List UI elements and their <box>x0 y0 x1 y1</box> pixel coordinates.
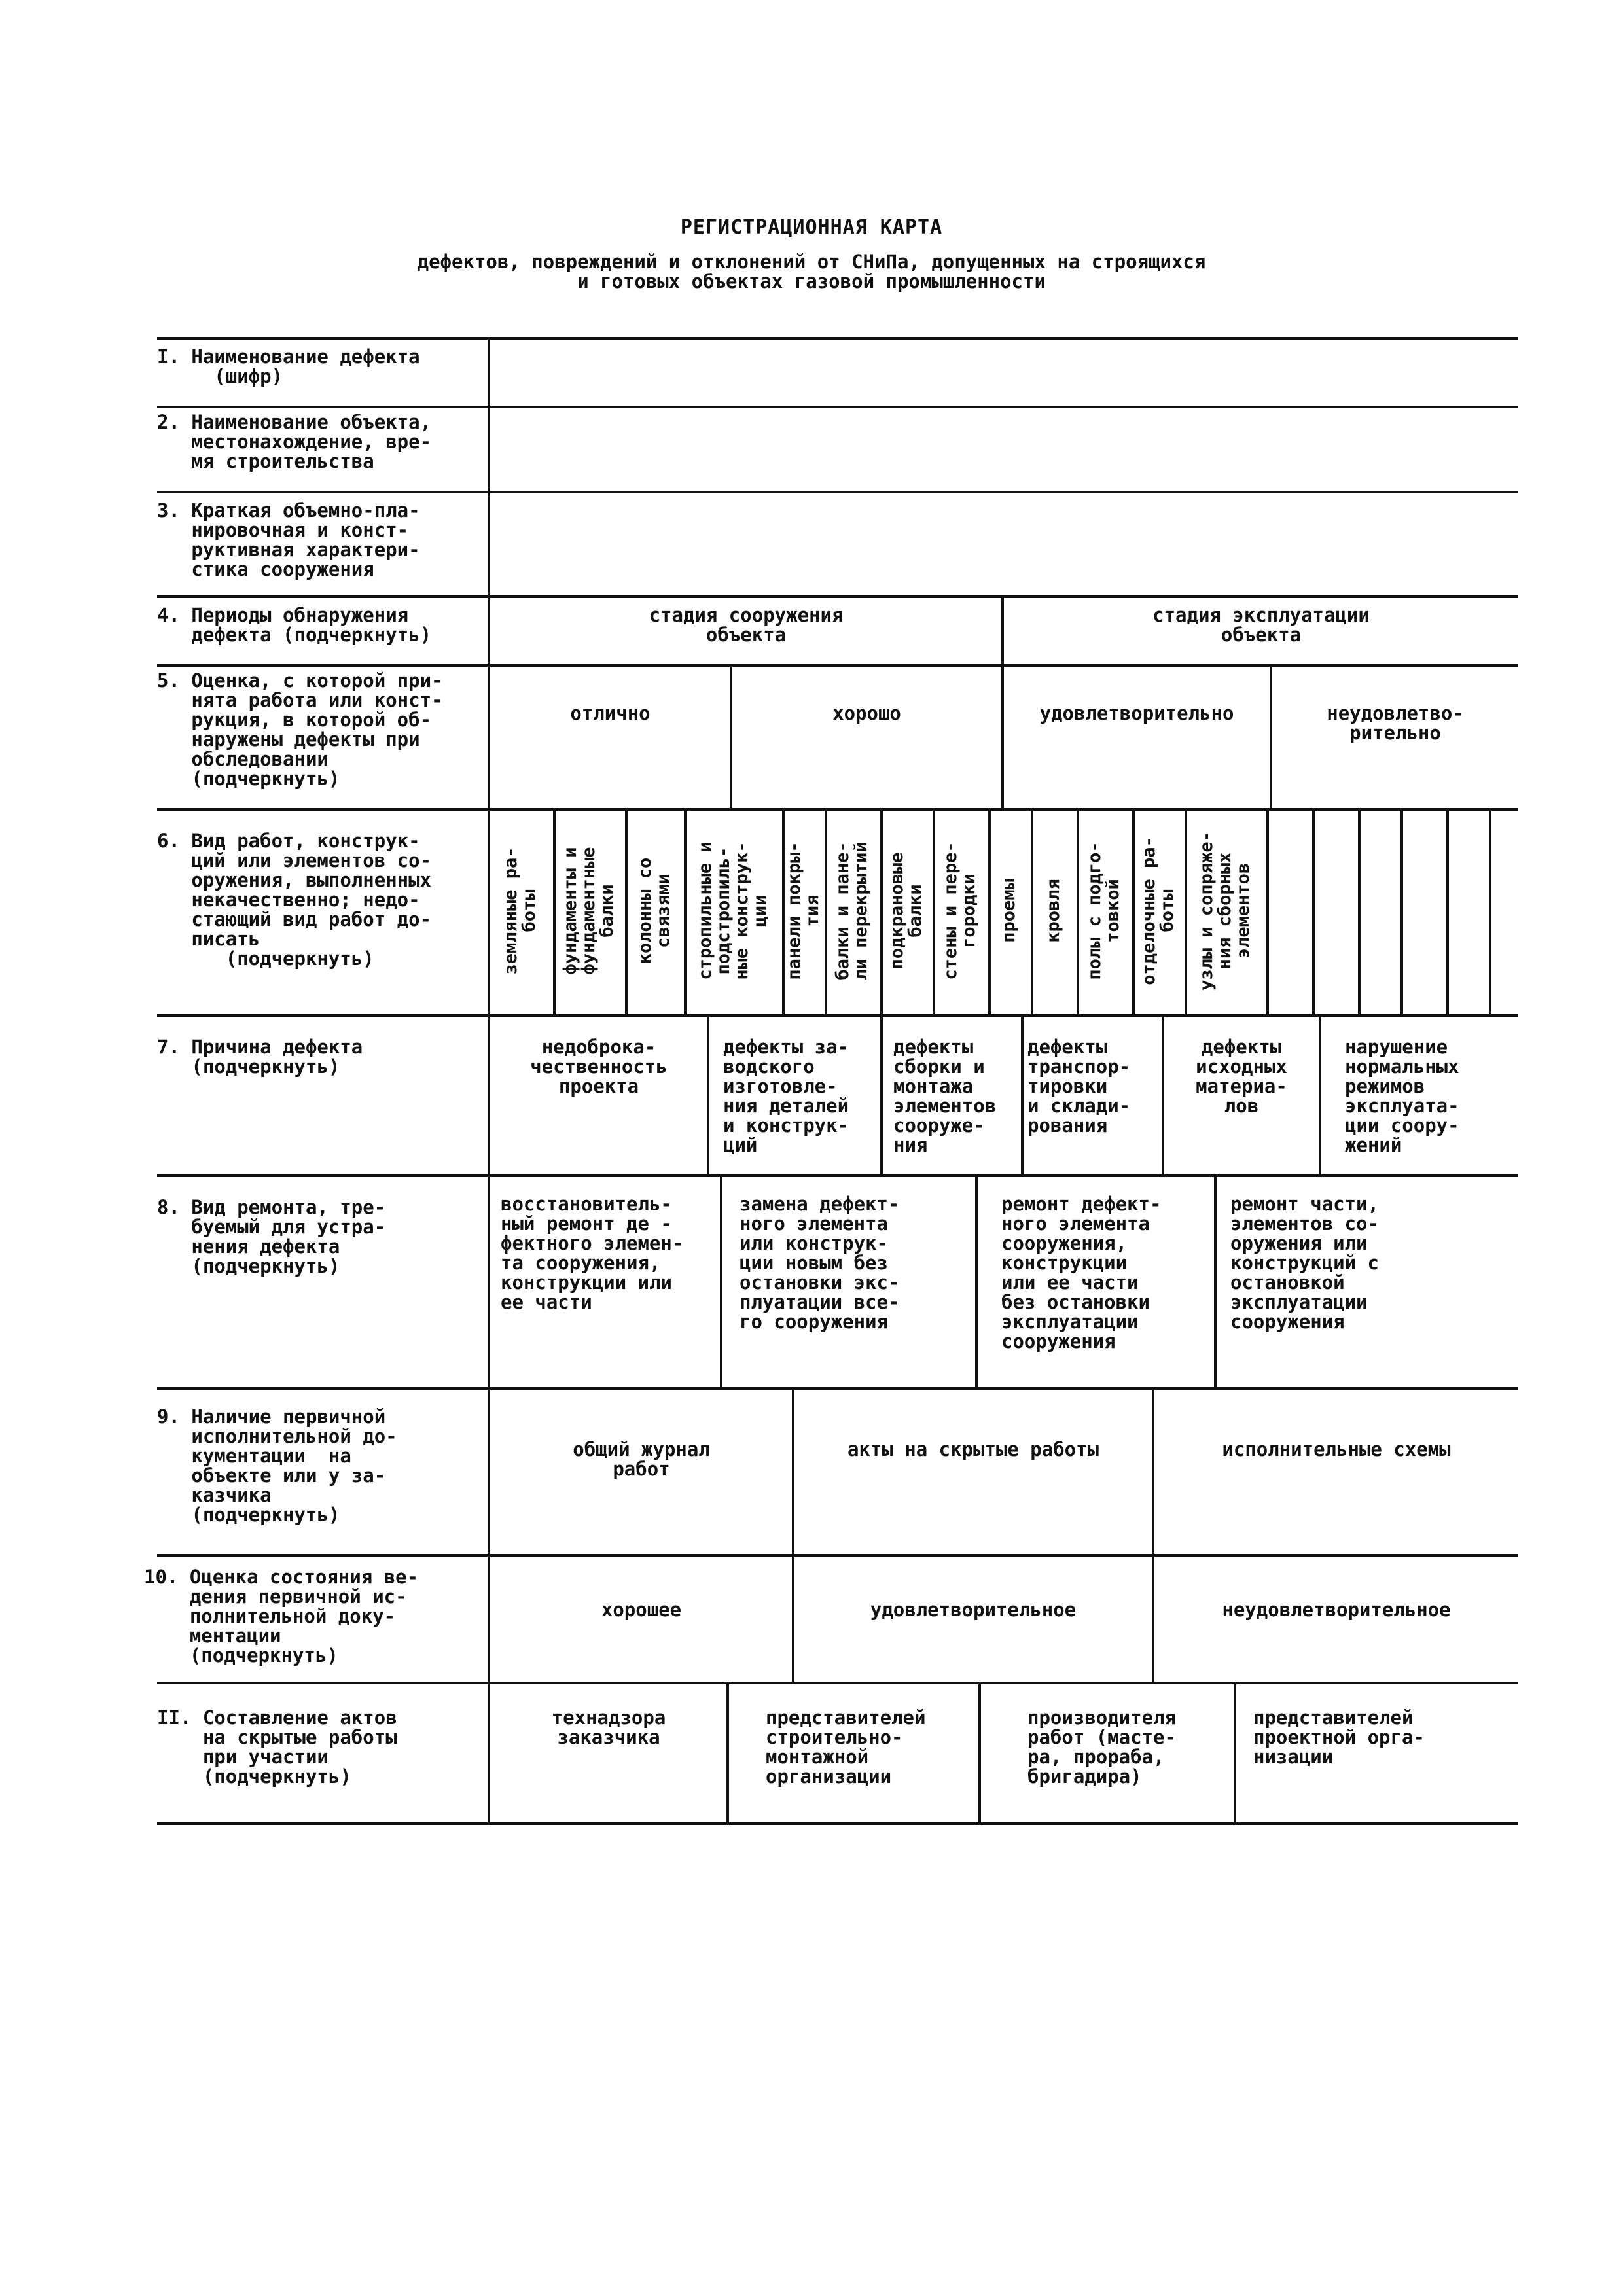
option-separator <box>1152 1387 1154 1554</box>
option-separator <box>975 1174 978 1387</box>
work-type-joints <box>1196 800 1253 1022</box>
option-rating-unsatisfactory: неудовлетво- рительно <box>1327 702 1464 744</box>
row-divider <box>157 406 1518 408</box>
row-label-11: II. Составление актов на скрытые работы при участии (подчеркнуть) <box>157 1706 397 1788</box>
option-cause-factory: дефекты за- водского изготовле- ния деталей и конструк- ций <box>723 1036 849 1156</box>
option-separator <box>1234 1682 1236 1825</box>
option-cause-materials: дефекты исходных материа- лов <box>1196 1036 1287 1117</box>
option-acts-contractor: представителей строительно- монтажной организации <box>766 1706 926 1788</box>
work-type-label: колонны со связями <box>635 857 673 964</box>
work-type-label: проемы <box>999 879 1019 943</box>
work-type-trusses <box>695 800 770 1022</box>
option-separator <box>1400 808 1403 1014</box>
option-repair-with-stop: ремонт части, элементов со- оружения или конструкций с остановкой эксплуатации сооружения <box>1230 1193 1379 1333</box>
option-repair-restoration: восстановитель- ный ремонт де - фектного элемен- та сооружения, конструкции или ее части <box>501 1193 684 1313</box>
row-label-10: 10. Оценка состояния ве- дения первичной ис- полнительной доку- ментации (подчеркнуть) <box>144 1566 419 1667</box>
option-cause-design: недоброка- чественность проекта <box>530 1036 668 1097</box>
work-type-columns <box>628 800 681 1022</box>
document-subtitle-line2: и готовых объектах газовой промышленности <box>577 270 1046 292</box>
row-label-5: 5. Оценка, с которой при- нята работа или конст- рукция, в которой об- наружены дефекты при обследовании (подчеркнуть) <box>157 669 443 790</box>
option-acts-customer: технадзора заказчика <box>551 1706 666 1748</box>
row-label-8: 8. Вид ремонта, тре- буемый для устра- нения дефекта (подчеркнуть) <box>157 1196 386 1277</box>
option-cause-transport: дефекты транспор- тировки и склади- рования <box>1027 1036 1131 1137</box>
work-type-label: отделочные ра- боты <box>1139 836 1177 985</box>
work-type-label: стены и пере- городки <box>940 841 979 980</box>
work-type-label: земляные ра- боты <box>501 847 539 975</box>
option-separator <box>726 1682 729 1825</box>
option-docs-hidden-works: акты на скрытые работы <box>847 1438 1099 1460</box>
option-stage-operation: стадия эксплуатации объекта <box>1152 604 1370 646</box>
document-title: РЕГИСТРАЦИОННАЯ КАРТА <box>680 216 943 239</box>
table-bottom-rule <box>157 1822 1518 1825</box>
work-type-label: полы с подго- товкой <box>1084 841 1123 980</box>
option-separator <box>707 1014 709 1174</box>
document-subtitle-line1: дефектов, повреждений и отклонений от СНиПа, допущенных на строящихся <box>417 251 1206 273</box>
option-separator <box>880 1014 883 1174</box>
option-separator <box>1358 808 1361 1014</box>
row-divider <box>157 1682 1518 1684</box>
row-label-6: 6. Вид работ, конструк- ций или элементов со- оружения, выполненных некачественно; недо- стающий вид работ до- писать (подчеркнуть) <box>157 830 432 970</box>
option-acts-designer: представителей проектной орга- низации <box>1253 1706 1425 1768</box>
option-separator <box>1446 808 1449 1014</box>
option-docs-unsatisfactory: неудовлетворительное <box>1222 1598 1451 1621</box>
option-cause-assembly: дефекты сборки и монтажа элементов сооруже- ния <box>893 1036 997 1156</box>
option-docs-good: хорошее <box>601 1598 682 1621</box>
work-type-floors <box>1078 800 1130 1022</box>
option-separator <box>553 808 556 1014</box>
option-stage-construction: стадия сооружения объекта <box>649 604 844 646</box>
option-separator <box>1214 1174 1217 1387</box>
option-separator <box>1489 808 1491 1014</box>
row-label-4: 4. Периоды обнаружения дефекта (подчеркнуть) <box>157 604 432 646</box>
work-type-crane-beams <box>880 800 933 1022</box>
option-rating-satisfactory: удовлетворительно <box>1039 702 1234 724</box>
row-divider <box>157 1554 1518 1557</box>
option-separator <box>625 808 628 1014</box>
option-acts-foreman: производителя работ (масте- ра, прораба, бригадира) <box>1027 1706 1176 1788</box>
option-separator <box>792 1387 794 1554</box>
row-divider <box>157 595 1518 598</box>
work-type-earthworks <box>494 800 546 1022</box>
work-type-roof-panels <box>777 800 830 1022</box>
row-label-7: 7. Причина дефекта (подчеркнуть) <box>157 1036 363 1078</box>
row-label-1: I. Наименование дефекта (шифр) <box>157 345 420 387</box>
option-rating-excellent: отлично <box>570 702 651 724</box>
work-type-label: стропильные и подстропиль- ные конструк- ции <box>695 841 770 980</box>
option-separator <box>1312 808 1315 1014</box>
work-type-foundations <box>560 800 617 1022</box>
option-docs-schemes: исполнительные схемы <box>1222 1438 1451 1460</box>
option-rating-good: хорошо <box>832 702 901 724</box>
work-type-finishing <box>1132 800 1185 1022</box>
work-type-walls <box>934 800 986 1022</box>
option-docs-journal: общий журнал работ <box>573 1438 710 1480</box>
option-repair-without-stop: ремонт дефект- ного элемента сооружения, конструкции или ее части без остановки эксплуатации сооружения <box>1001 1193 1162 1352</box>
option-cause-operation: нарушение нормальных режимов эксплуата- ции соору- жений <box>1345 1036 1459 1156</box>
work-type-label: узлы и сопряже- ния сборных элементов <box>1196 831 1253 991</box>
work-type-roofing <box>1027 800 1080 1022</box>
work-type-label: подкрановые балки <box>887 852 925 970</box>
table-top-rule <box>157 337 1518 340</box>
row-divider <box>157 1174 1518 1177</box>
work-type-label: балки и пане- ли перекрытий <box>832 841 871 980</box>
option-separator <box>684 808 687 1014</box>
option-separator <box>1319 1014 1321 1174</box>
option-separator <box>1185 808 1187 1014</box>
work-type-label: фундаменты и фундаментные балки <box>560 847 617 975</box>
option-separator <box>730 664 732 808</box>
option-separator <box>1266 808 1269 1014</box>
row-divider <box>157 491 1518 493</box>
row-divider <box>157 1387 1518 1390</box>
option-separator <box>978 1682 981 1825</box>
option-separator <box>1021 1014 1024 1174</box>
work-type-label: кровля <box>1043 879 1063 943</box>
row-divider <box>157 664 1518 667</box>
row-label-9: 9. Наличие первичной исполнительной до- кументации на объекте или у за- казчика (подчеркнуть) <box>157 1405 397 1526</box>
option-docs-satisfactory: удовлетворительное <box>870 1598 1077 1621</box>
label-column-separator <box>488 337 490 1825</box>
option-separator <box>1001 664 1004 808</box>
option-separator <box>720 1174 722 1387</box>
row-label-3: 3. Краткая объемно-пла- нировочная и конст- руктивная характери- стика сооружения <box>157 499 420 580</box>
option-repair-replacement: замена дефект- ного элемента или конструк- ции новым без остановки экс- плуатации все- го сооружения <box>740 1193 900 1333</box>
work-type-label: панели покры- тия <box>784 841 823 980</box>
work-type-floor-beams <box>826 800 878 1022</box>
row-label-2: 2. Наименование объекта, местонахождение, вре- мя строительства <box>157 411 432 472</box>
